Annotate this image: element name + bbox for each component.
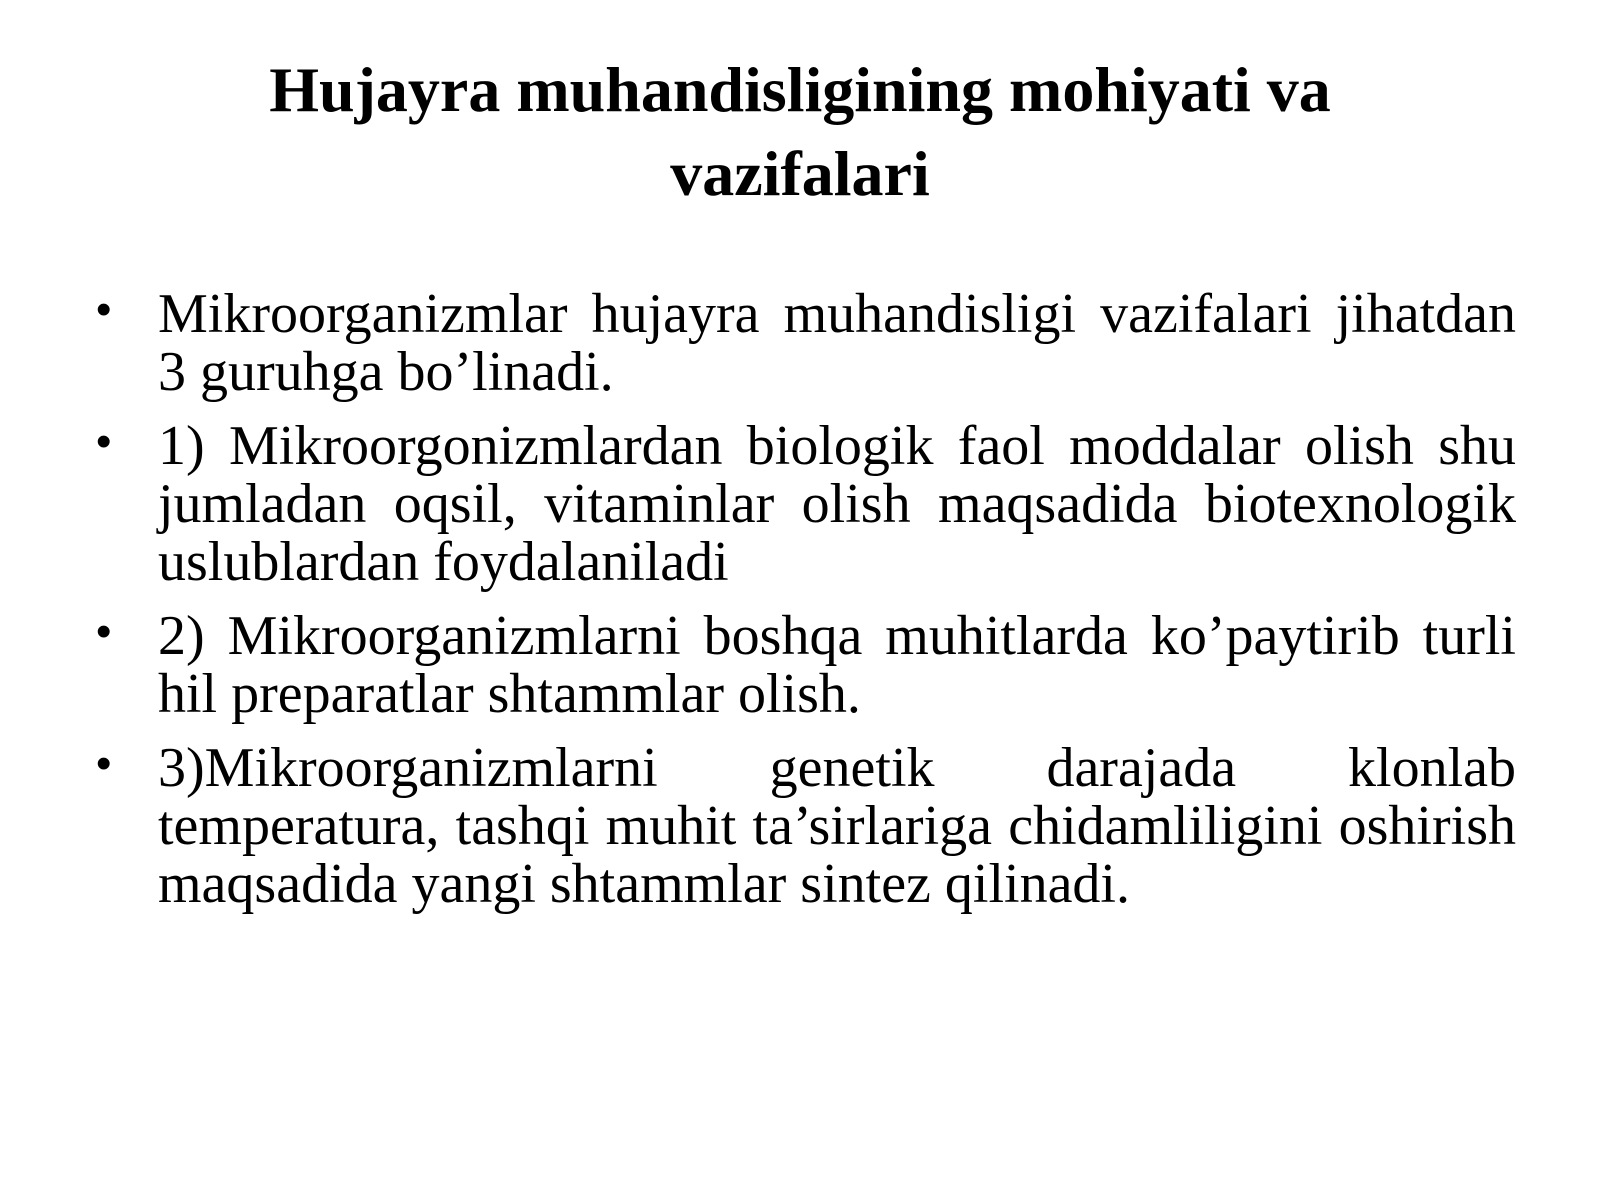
list-item — [96, 607, 1516, 723]
bullet-icon: • — [96, 607, 112, 656]
list-item — [96, 417, 1516, 591]
list-item — [96, 285, 1516, 401]
list-item — [96, 739, 1516, 913]
bullet-icon: • — [96, 417, 112, 466]
bullet-text: 2) Mikroorganizmlarni boshqa muhitlarda ko’paytirib turli hil preparatlar shtammlar olish. — [158, 605, 1516, 725]
bullet-icon: • — [96, 285, 112, 334]
slide-title: Hujayra muhandisligining mohiyati va vazifalari — [269, 54, 1331, 209]
bullet-list — [96, 285, 1516, 929]
bullet-text: Mikroorganizmlar hujayra muhandisligi vazifalari jihatdan 3 guruhga bo’linadi. — [158, 283, 1516, 403]
bullet-icon: • — [96, 739, 112, 788]
bullet-text: 3)Mikroorganizmlarni genetik darajada klonlab temperatura, tashqi muhit ta’sirlariga chidamliligini oshirish maqsadida yangi shtammlar sintez qilinadi. — [158, 737, 1516, 915]
bullet-text: 1) Mikroorgonizmlardan biologik faol moddalar olish shu jumladan oqsil, vitaminlar olish maqsadida biotexnologik uslublardan foydalaniladi — [158, 415, 1516, 593]
